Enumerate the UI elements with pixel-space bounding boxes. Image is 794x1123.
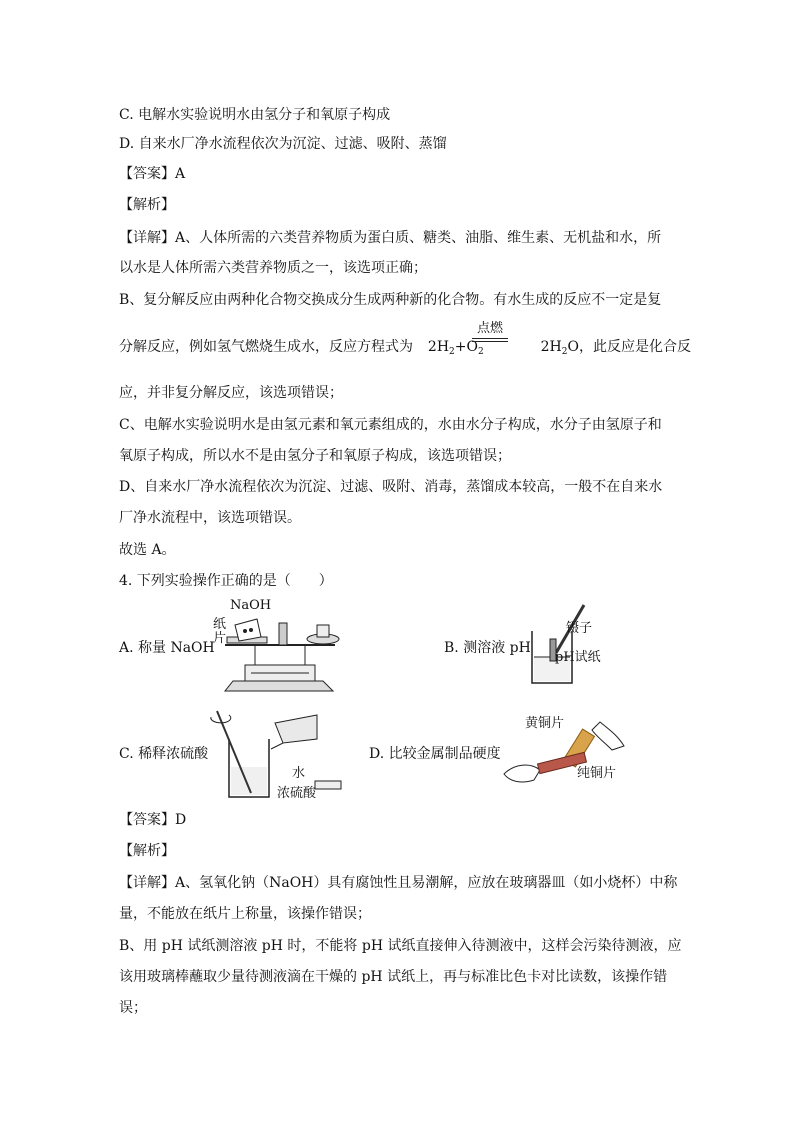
- reactant-h2: $2H_2$: [427, 339, 455, 357]
- detail-text: 厂净水流程中，该选项错误。: [119, 510, 301, 526]
- paper-callout: 纸 片: [213, 617, 227, 646]
- acid-callout: 浓硫酸: [277, 786, 317, 801]
- detail-text: 应，并非复分解反应，该选项错误；: [119, 385, 343, 401]
- naoh-callout: NaOH: [230, 598, 272, 613]
- answer-label: 【答案】D: [119, 812, 187, 828]
- equation-prefix: 分解反应，例如氢气燃烧生成水，反应方程式为: [119, 339, 413, 355]
- option-a-label: A. 称量 NaOH: [119, 640, 215, 656]
- detail-text: 氧原子构成，所以水不是由氢分子和氧原子构成，该选项错误；: [119, 448, 511, 464]
- option-b-label: B. 测溶液 pH: [444, 640, 531, 656]
- option-d-label: D. 比较金属制品硬度: [369, 746, 501, 762]
- brass-callout: 黄铜片: [525, 716, 565, 731]
- ph-beaker-illustration: [528, 603, 598, 687]
- product-h2o: $2H_2O$，此反应是化合反: [540, 339, 691, 357]
- question-4-stem: 4. 下列实验操作正确的是（ ）: [119, 573, 333, 589]
- detail-text: 【详解】A、氢氧化钠（NaOH）具有腐蚀性且易潮解，应放在玻璃器皿（如小烧杯）中称: [119, 875, 678, 891]
- detail-text: B、用 pH 试纸测溶液 pH 时，不能将 pH 试纸直接伸入待测液中，这样会污染待测液，应: [119, 938, 682, 954]
- detail-text: 误；: [119, 1000, 147, 1016]
- balance-illustration: [205, 615, 345, 695]
- analysis-label: 【解析】: [119, 197, 175, 213]
- tweezers-callout: 镊子: [566, 621, 593, 636]
- copper-callout: 纯铜片: [577, 766, 617, 781]
- water-callout: 水: [292, 766, 306, 781]
- answer-label: 【答案】A: [119, 166, 186, 182]
- detail-text: 以水是人体所需六类营养物质之一，该选项正确；: [119, 260, 427, 276]
- analysis-label: 【解析】: [119, 843, 175, 859]
- detail-text: D、自来水厂净水流程依次为沉淀、过滤、吸附、消毒，蒸馏成本较高，一般不在自来水: [119, 479, 663, 495]
- detail-text: 【详解】A、人体所需的六类营养物质为蛋白质、糖类、油脂、维生素、无机盐和水，所: [119, 230, 662, 246]
- option-c-label: C. 稀释浓硫酸: [119, 746, 209, 762]
- option-c-text: C. 电解水实验说明水由氢分子和氧原子构成: [119, 107, 391, 123]
- option-d-text: D. 自来水厂净水流程依次为沉淀、过滤、吸附、蒸馏: [119, 136, 447, 152]
- detail-text: 量，不能放在纸片上称量，该操作错误；: [119, 906, 371, 922]
- ph-paper-callout: pH试纸: [555, 650, 601, 665]
- detail-text: 该用玻璃棒蘸取少量待测液滴在干燥的 pH 试纸上，再与标准比色卡对比读数，该操作错: [119, 969, 668, 985]
- equation-line: [119, 336, 691, 357]
- reaction-condition: 点燃: [472, 322, 508, 346]
- reactant-o2: $+O_2$: [454, 339, 484, 357]
- detail-text: B、复分解反应由两种化合物交换成分生成两种新的化合物。有水生成的反应不一定是复: [119, 292, 662, 308]
- detail-text: C、电解水实验说明水是由氢元素和氧元素组成的，水由水分子构成，水分子由氢原子和: [119, 417, 662, 433]
- conclusion-text: 故选 A。: [119, 542, 176, 558]
